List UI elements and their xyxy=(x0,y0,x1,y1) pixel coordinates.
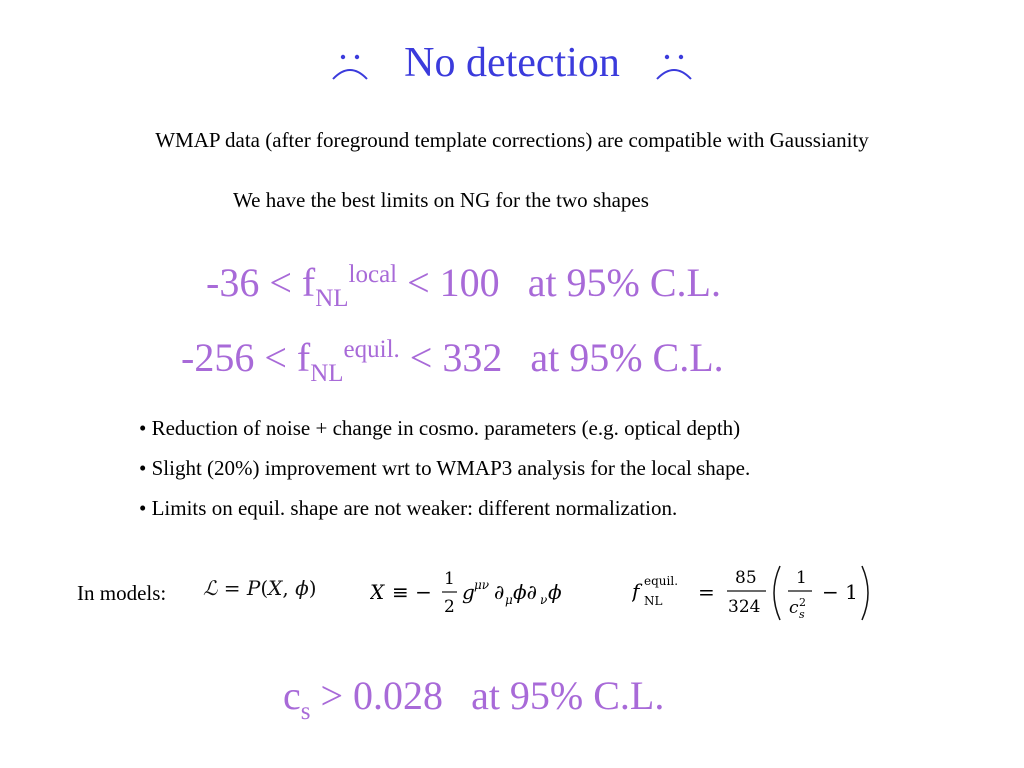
bullet-item: • Slight (20%) improvement wrt to WMAP3 analysis for the local shape. xyxy=(139,456,751,480)
svg-text:− 1: − 1 xyxy=(822,580,858,604)
limit-cl: at 95% C.L. xyxy=(527,260,721,305)
limit-cl: at 95% C.L. xyxy=(530,335,724,380)
limit-subscript: NL xyxy=(310,360,344,387)
svg-text:=: = xyxy=(698,580,715,604)
fnl-local-limit xyxy=(206,262,721,311)
cs-value: > 0.028 xyxy=(320,673,444,718)
limit-upper: < 100 xyxy=(407,260,500,305)
fnl-equil-equation xyxy=(632,560,882,631)
sad-face-icon xyxy=(654,49,694,83)
sad-face-icon xyxy=(330,49,370,83)
svg-text:equil.: equil. xyxy=(644,574,679,588)
cs-subscript: s xyxy=(300,698,311,725)
svg-text:ϕ∂: ϕ∂ xyxy=(513,580,537,604)
fnl-equil-formula xyxy=(632,560,882,626)
cs-cl: at 95% C.L. xyxy=(471,673,665,718)
svg-text:85: 85 xyxy=(735,568,757,588)
slide-title xyxy=(0,42,1024,84)
svg-text:≡ −: ≡ − xyxy=(392,580,432,604)
svg-text:X: X xyxy=(370,580,385,604)
kinetic-term-formula xyxy=(370,562,585,622)
limit-superscript: equil. xyxy=(343,336,400,363)
cs-limit xyxy=(283,673,665,725)
limit-superscript: local xyxy=(348,261,398,288)
limit-lower: -256 < f xyxy=(181,335,311,380)
cs-prefix: c xyxy=(283,673,301,718)
svg-text:μν: μν xyxy=(474,578,490,592)
limit-lower: -36 < f xyxy=(206,260,316,305)
svg-text:∂: ∂ xyxy=(494,580,505,604)
models-label: In models: xyxy=(77,581,167,605)
svg-text:g: g xyxy=(462,580,475,604)
svg-text:c: c xyxy=(789,598,799,618)
svg-text:1: 1 xyxy=(796,568,807,588)
svg-text:324: 324 xyxy=(728,597,761,617)
title-text: No detection xyxy=(404,40,620,86)
limit-upper: < 332 xyxy=(409,335,503,380)
best-limits-statement: We have the best limits on NG for the two shapes xyxy=(233,188,649,212)
lagrangian-equation: ℒ = P(X, ϕ) xyxy=(203,576,317,600)
svg-text:ϕ: ϕ xyxy=(548,580,562,604)
bullet-item: • Limits on equil. shape are not weaker: different normalization. xyxy=(139,496,678,520)
limit-subscript: NL xyxy=(315,285,349,312)
svg-text:NL: NL xyxy=(644,594,663,608)
svg-text:2: 2 xyxy=(444,597,455,617)
svg-text:μ: μ xyxy=(505,593,513,607)
svg-text:2: 2 xyxy=(799,596,806,609)
bullet-item: • Reduction of noise + change in cosmo. parameters (e.g. optical depth) xyxy=(139,416,741,440)
gaussianity-statement: WMAP data (after foreground template corrections) are compatible with Gaussianity xyxy=(155,128,869,152)
svg-text:ν: ν xyxy=(540,593,548,607)
svg-text:1: 1 xyxy=(444,569,455,589)
fnl-equil-limit xyxy=(181,337,724,386)
kinetic-term-equation xyxy=(370,562,585,627)
svg-text:f: f xyxy=(632,579,640,603)
bullet-list xyxy=(139,416,750,536)
svg-text:s: s xyxy=(799,608,805,621)
